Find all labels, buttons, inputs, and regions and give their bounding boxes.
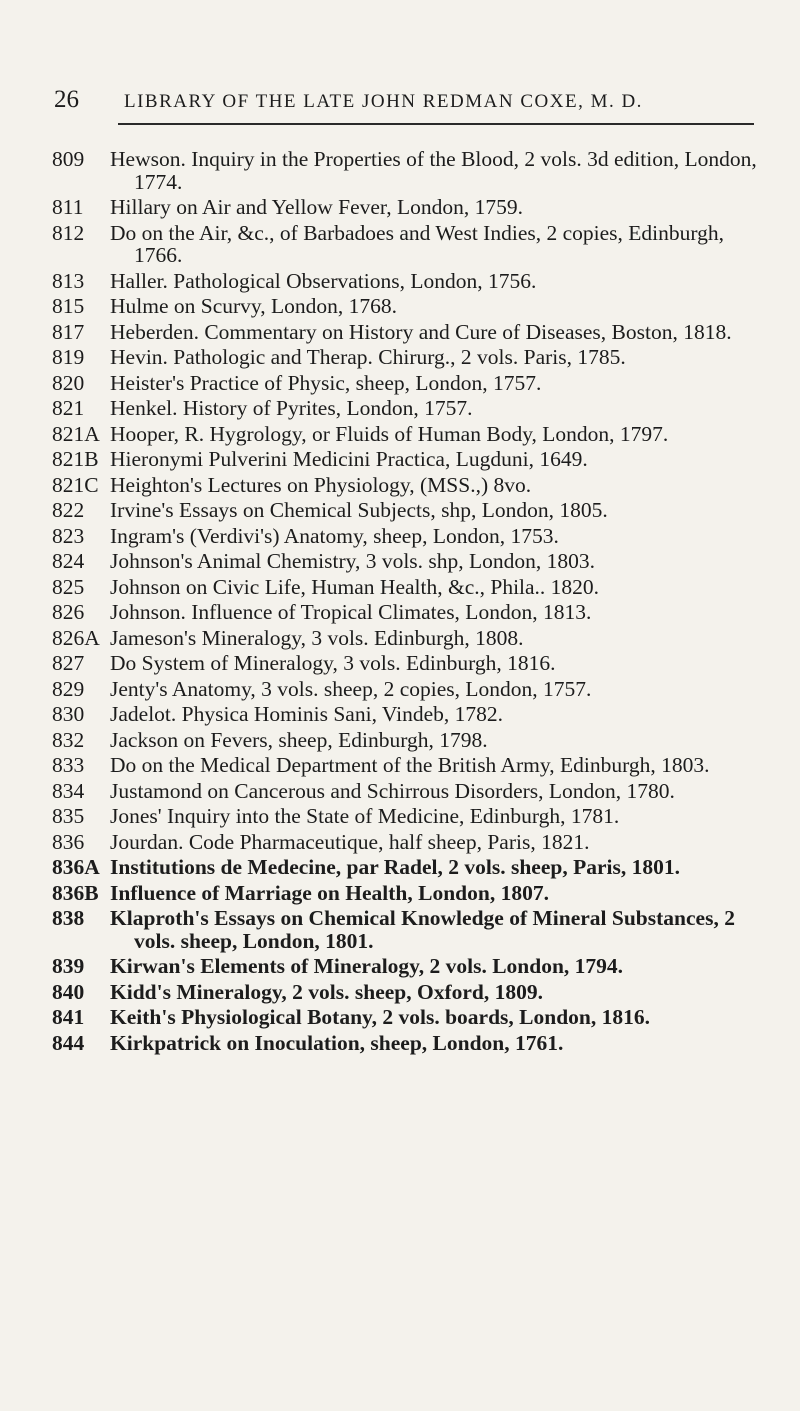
entry-number: 838 <box>52 906 85 930</box>
entry-text: Jackson on Fevers, sheep, Edinburgh, 1798. <box>110 727 488 752</box>
entry-number: 829 <box>52 676 85 701</box>
entry-text: Do on the Medical Department of the British Army, Edinburgh, 1803. <box>110 753 710 777</box>
entry-number: 836B <box>52 880 99 905</box>
entry-number: 820 <box>52 370 85 395</box>
header-rule <box>118 123 754 125</box>
catalog-entry <box>52 754 764 777</box>
catalog-entry <box>52 525 764 548</box>
catalog-entry <box>52 270 764 293</box>
entry-number: 823 <box>52 523 85 548</box>
entry-text: Keith's Physiological Botany, 2 vols. boards, London, 1816. <box>110 1005 650 1029</box>
catalog-entry <box>52 196 764 219</box>
entry-number: 809 <box>52 147 85 171</box>
entry-text: Heighton's Lectures on Physiology, (MSS.,) 8vo. <box>110 472 532 497</box>
entry-number: 841 <box>52 1005 85 1029</box>
entry-number: 833 <box>52 753 85 777</box>
entry-text: Jadelot. Physica Hominis Sani, Vindeb, 1782. <box>110 702 504 726</box>
entry-number: 839 <box>52 954 85 978</box>
entry-text: Hewson. Inquiry in the Properties of the Blood, 2 vols. 3d edition, London, 1774. <box>110 147 757 194</box>
entry-text: Hevin. Pathologic and Therap. Chirurg., 2 vols. Paris, 1785. <box>110 345 626 369</box>
entry-text: Kirkpatrick on Inoculation, sheep, London, 1761. <box>110 1030 564 1055</box>
catalog-entry <box>52 981 764 1004</box>
catalog-entry <box>52 780 764 803</box>
entry-text: Ingram's (Verdivi's) Anatomy, sheep, London, 1753. <box>110 523 559 548</box>
catalog-entry <box>52 955 764 978</box>
entry-text: Henkel. History of Pyrites, London, 1757. <box>110 396 473 420</box>
entry-text: Johnson on Civic Life, Human Health, &c., Phila.. 1820. <box>110 574 600 599</box>
catalog-entry <box>52 448 764 471</box>
entry-number: 844 <box>52 1030 85 1055</box>
entry-text: Kidd's Mineralogy, 2 vols. sheep, Oxford, 1809. <box>110 979 544 1004</box>
entry-text: Institutions de Medecine, par Radel, 2 vols. sheep, Paris, 1801. <box>110 855 680 879</box>
catalog-entry <box>52 652 764 675</box>
entry-text: Hieronymi Pulverini Medicini Practica, Lugduni, 1649. <box>110 447 588 471</box>
catalog-entry <box>52 148 764 193</box>
entry-number: 817 <box>52 319 85 344</box>
catalog-entry <box>52 882 764 905</box>
entry-number: 834 <box>52 778 85 803</box>
catalog-entry <box>52 1032 764 1055</box>
entry-text: Jourdan. Code Pharmaceutique, half sheep, Paris, 1821. <box>110 829 590 854</box>
entry-number: 813 <box>52 268 85 293</box>
entry-text: Hillary on Air and Yellow Fever, London, 1759. <box>110 195 523 219</box>
entry-number: 825 <box>52 574 85 599</box>
entry-number: 836 <box>52 829 85 854</box>
catalog-entries-upper <box>52 148 764 856</box>
entry-number: 827 <box>52 651 85 675</box>
entry-text: Heister's Practice of Physic, sheep, London, 1757. <box>110 370 542 395</box>
catalog-entry <box>52 601 764 624</box>
entry-text: Influence of Marriage on Health, London, 1807. <box>110 880 549 905</box>
entry-number: 821A <box>52 421 100 446</box>
catalog-entries-lower <box>52 856 764 1057</box>
entry-text: Irvine's Essays on Chemical Subjects, shp, London, 1805. <box>110 498 608 522</box>
entry-text: Johnson's Animal Chemistry, 3 vols. shp, London, 1803. <box>110 549 596 573</box>
entry-number: 826A <box>52 625 100 650</box>
catalog-entry <box>52 499 764 522</box>
catalog-entry <box>52 222 764 267</box>
catalog-entry <box>52 372 764 395</box>
catalog-entry <box>52 550 764 573</box>
entry-text: Kirwan's Elements of Mineralogy, 2 vols. London, 1794. <box>110 954 624 978</box>
entry-number: 830 <box>52 702 85 726</box>
entry-text: Hooper, R. Hygrology, or Fluids of Human Body, London, 1797. <box>110 421 669 446</box>
catalog-entry <box>52 397 764 420</box>
entry-text: Jenty's Anatomy, 3 vols. sheep, 2 copies, London, 1757. <box>110 676 592 701</box>
entry-number: 811 <box>52 195 84 219</box>
entry-text: Justamond on Cancerous and Schirrous Disorders, London, 1780. <box>110 778 675 803</box>
entry-text: Jameson's Mineralogy, 3 vols. Edinburgh, 1808. <box>110 625 524 650</box>
entry-number: 819 <box>52 345 85 369</box>
entry-text: Haller. Pathological Observations, London, 1756. <box>110 268 537 293</box>
catalog-entry <box>52 295 764 318</box>
entry-number: 826 <box>52 600 85 624</box>
page-header <box>54 86 764 120</box>
entry-text: Hulme on Scurvy, London, 1768. <box>110 294 398 318</box>
catalog-entry <box>52 856 764 879</box>
catalog-entry <box>52 474 764 497</box>
entry-number: 835 <box>52 804 85 828</box>
entry-number: 812 <box>52 220 85 245</box>
entry-text: Do on the Air, &c., of Barbadoes and West Indies, 2 copies, Edinburgh, 1766. <box>110 220 725 267</box>
catalog-entry <box>52 346 764 369</box>
entry-number: 815 <box>52 294 85 318</box>
entry-number: 840 <box>52 979 85 1004</box>
entry-text: Klaproth's Essays on Chemical Knowledge of Mineral Substances, 2 vols. sheep, London, 1801. <box>110 906 735 953</box>
entry-number: 821 <box>52 396 85 420</box>
entry-number: 822 <box>52 498 85 522</box>
catalog-entry <box>52 678 764 701</box>
catalog-entry <box>52 627 764 650</box>
entry-number: 824 <box>52 549 85 573</box>
catalog-entry <box>52 729 764 752</box>
entry-text: Heberden. Commentary on History and Cure of Diseases, Boston, 1818. <box>110 319 732 344</box>
catalog-entry <box>52 576 764 599</box>
entry-text: Jones' Inquiry into the State of Medicine, Edinburgh, 1781. <box>110 804 620 828</box>
entry-number: 836A <box>52 855 100 879</box>
catalog-entry <box>52 321 764 344</box>
catalog-entry <box>52 1006 764 1029</box>
entry-text: Johnson. Influence of Tropical Climates, London, 1813. <box>110 600 592 624</box>
running-title: LIBRARY OF THE LATE JOHN REDMAN COXE, M. D. <box>124 91 643 112</box>
catalog-entry <box>52 703 764 726</box>
entry-number: 821B <box>52 447 99 471</box>
catalog-entry <box>52 831 764 854</box>
catalog-entry <box>52 907 764 952</box>
catalog-entry <box>52 423 764 446</box>
entry-text: Do System of Mineralogy, 3 vols. Edinburgh, 1816. <box>110 651 556 675</box>
entry-number: 832 <box>52 727 85 752</box>
entry-number: 821C <box>52 472 99 497</box>
page-number: 26 <box>54 86 79 113</box>
catalog-entry <box>52 805 764 828</box>
